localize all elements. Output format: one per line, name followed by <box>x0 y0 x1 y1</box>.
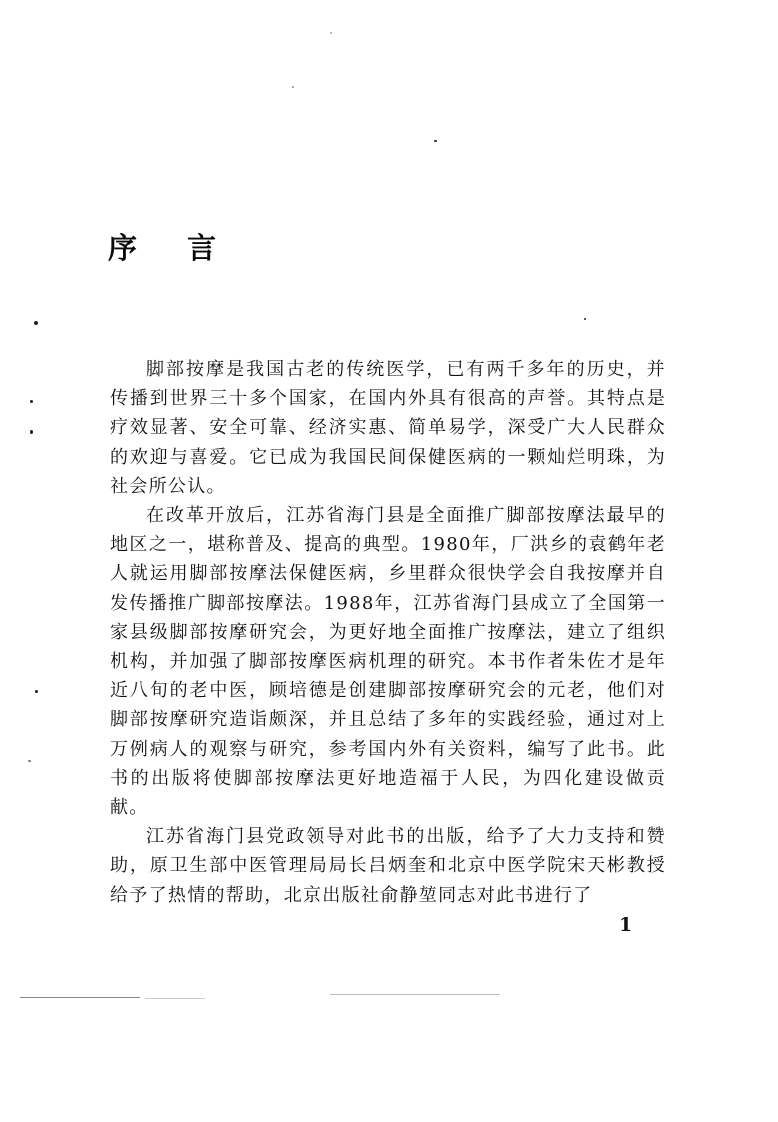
paragraph-3: 江苏省海门县党政领导对此书的出版，给予了大力支持和赞助，原卫生部中医管理局局长吕炳奎和北京中医学院宋天彬教授给予了热情的帮助，北京出版社俞静堃同志对此书进行了 <box>110 826 666 906</box>
scan-speck <box>30 400 33 403</box>
scan-edge-line <box>20 997 140 998</box>
scan-speck <box>330 32 332 34</box>
scan-edge-line <box>330 994 500 995</box>
scan-speck <box>584 318 586 320</box>
scan-speck <box>292 86 294 88</box>
paragraph-1: 脚部按摩是我国古老的传统医学，已有两千多年的历史，并传播到世界三十多个国家，在国内外具有很高的声誉。其特点是疗效显著、安全可靠、经济实惠、简单易学，深受广大人民群众的欢迎与喜爱。它已成为我国民间保健医病的一颗灿烂明珠，为社会所公认。 <box>110 359 666 497</box>
scan-speck <box>30 430 33 434</box>
page-number: 1 <box>619 914 633 936</box>
scan-speck <box>434 140 437 142</box>
scan-speck <box>35 690 38 693</box>
title-char-2: 言 <box>187 231 217 265</box>
scan-speck <box>28 760 31 762</box>
preface-body <box>110 355 666 910</box>
paragraph-2: 在改革开放后，江苏省海门县是全面推广脚部按摩法最早的地区之一，堪称普及、提高的典型。1980年，厂洪乡的袁鹤年老人就运用脚部按摩法保健医病，乡里群众很快学会自我按摩并自发传播推广脚部按摩法。1988年，江苏省海门县成立了全国第一家县级脚部按摩研究会，为更好地全面推广按摩法，建立了组织机构，并加强了脚部按摩医病机理的研究。本书作者朱佐才是年近八旬的老中医，顾培德是创建脚部按摩研究会的元老，他们对脚部按摩研究造诣颇深，并且总结了多年的实践经验，通过对上万例病人的观察与研究，参考国内外有关资料，编写了此书。此书的出版将使脚部按摩法更好地造福于人民，为四化建设做贡献。 <box>110 505 666 819</box>
scan-speck <box>34 321 38 325</box>
preface-title <box>108 226 216 267</box>
title-char-1: 序 <box>108 231 138 265</box>
scan-edge-line <box>145 998 205 999</box>
